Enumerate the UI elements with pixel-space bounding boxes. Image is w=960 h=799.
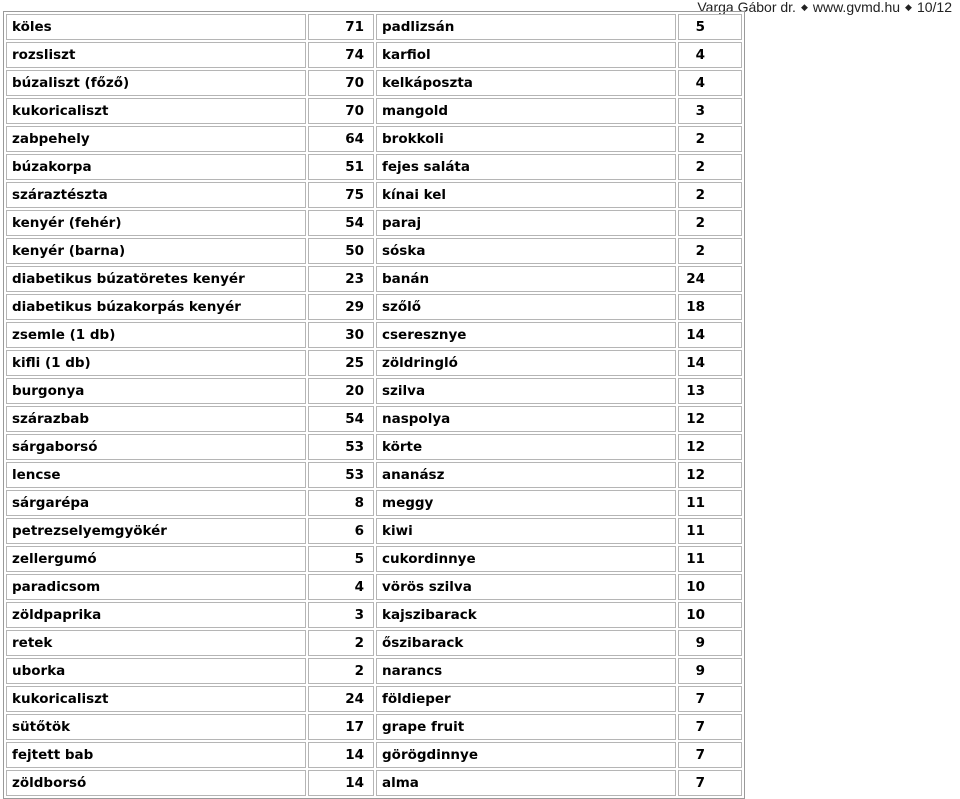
left-food-value: 70 (308, 70, 374, 96)
table-row (6, 126, 742, 152)
right-food-value: 7 (678, 742, 742, 768)
table-row (6, 602, 742, 628)
table-row (6, 238, 742, 264)
left-food-value: 20 (308, 378, 374, 404)
left-food-name: kukoricaliszt (6, 686, 306, 712)
left-food-value: 53 (308, 462, 374, 488)
table-row (6, 434, 742, 460)
left-food-value: 25 (308, 350, 374, 376)
right-food-value: 7 (678, 686, 742, 712)
right-food-name: cukordinnye (376, 546, 676, 572)
left-food-value: 53 (308, 434, 374, 460)
left-food-name: köles (6, 14, 306, 40)
right-food-name: grape fruit (376, 714, 676, 740)
right-food-name: padlizsán (376, 14, 676, 40)
left-food-name: sütőtök (6, 714, 306, 740)
left-food-value: 6 (308, 518, 374, 544)
right-food-value: 2 (678, 238, 742, 264)
table-row (6, 518, 742, 544)
separator-diamond-icon: ◆ (800, 2, 808, 12)
left-food-name: paradicsom (6, 574, 306, 600)
right-food-name: kajszibarack (376, 602, 676, 628)
table-row (6, 210, 742, 236)
left-food-value: 54 (308, 210, 374, 236)
table-row (6, 546, 742, 572)
table-row (6, 574, 742, 600)
right-food-value: 9 (678, 658, 742, 684)
left-food-value: 74 (308, 42, 374, 68)
left-food-name: zöldborsó (6, 770, 306, 796)
left-food-name: szárazbab (6, 406, 306, 432)
right-food-value: 11 (678, 490, 742, 516)
table-row (6, 322, 742, 348)
right-food-value: 3 (678, 98, 742, 124)
right-food-value: 18 (678, 294, 742, 320)
right-food-name: naspolya (376, 406, 676, 432)
table-row (6, 462, 742, 488)
right-food-value: 2 (678, 182, 742, 208)
table-row (6, 70, 742, 96)
right-food-name: brokkoli (376, 126, 676, 152)
right-food-value: 11 (678, 546, 742, 572)
right-food-name: zöldringló (376, 350, 676, 376)
left-food-name: kifli (1 db) (6, 350, 306, 376)
left-food-name: kenyér (fehér) (6, 210, 306, 236)
right-food-name: mangold (376, 98, 676, 124)
table-row (6, 714, 742, 740)
table-row (6, 42, 742, 68)
left-food-value: 17 (308, 714, 374, 740)
right-food-value: 4 (678, 70, 742, 96)
right-food-name: görögdinnye (376, 742, 676, 768)
right-food-name: sóska (376, 238, 676, 264)
left-food-value: 24 (308, 686, 374, 712)
left-food-value: 50 (308, 238, 374, 264)
left-food-value: 8 (308, 490, 374, 516)
left-food-value: 30 (308, 322, 374, 348)
left-food-value: 5 (308, 546, 374, 572)
separator-diamond-icon: ◆ (905, 2, 912, 12)
right-food-name: meggy (376, 490, 676, 516)
table-row (6, 14, 742, 40)
left-food-value: 29 (308, 294, 374, 320)
left-food-name: zsemle (1 db) (6, 322, 306, 348)
left-food-name: zabpehely (6, 126, 306, 152)
right-food-value: 2 (678, 126, 742, 152)
right-food-value: 2 (678, 210, 742, 236)
left-food-name: diabetikus búzakorpás kenyér (6, 294, 306, 320)
left-food-value: 14 (308, 770, 374, 796)
left-food-name: diabetikus búzatöretes kenyér (6, 266, 306, 292)
table-row (6, 294, 742, 320)
left-food-value: 23 (308, 266, 374, 292)
left-food-value: 54 (308, 406, 374, 432)
right-food-value: 14 (678, 322, 742, 348)
right-food-value: 11 (678, 518, 742, 544)
right-food-name: körte (376, 434, 676, 460)
author-name: Varga Gábor dr. (697, 0, 796, 15)
right-food-name: karfiol (376, 42, 676, 68)
right-food-value: 2 (678, 154, 742, 180)
left-food-value: 2 (308, 630, 374, 656)
left-food-value: 3 (308, 602, 374, 628)
right-food-name: őszibarack (376, 630, 676, 656)
left-food-name: uborka (6, 658, 306, 684)
right-food-value: 24 (678, 266, 742, 292)
table-row (6, 182, 742, 208)
left-food-name: búzaliszt (főző) (6, 70, 306, 96)
table-row (6, 686, 742, 712)
right-food-name: paraj (376, 210, 676, 236)
left-food-name: fejtett bab (6, 742, 306, 768)
left-food-value: 71 (308, 14, 374, 40)
right-food-value: 7 (678, 714, 742, 740)
left-food-name: lencse (6, 462, 306, 488)
table-row (6, 154, 742, 180)
table-row (6, 350, 742, 376)
left-food-name: zellergumó (6, 546, 306, 572)
right-food-name: narancs (376, 658, 676, 684)
left-food-value: 70 (308, 98, 374, 124)
right-food-name: szilva (376, 378, 676, 404)
right-food-value: 9 (678, 630, 742, 656)
left-food-name: búzakorpa (6, 154, 306, 180)
right-food-name: fejes saláta (376, 154, 676, 180)
left-food-name: petrezselyemgyökér (6, 518, 306, 544)
right-food-name: kiwi (376, 518, 676, 544)
site-url: www.gvmd.hu (812, 0, 901, 15)
left-food-name: burgonya (6, 378, 306, 404)
table-row (6, 406, 742, 432)
food-value-table (3, 11, 745, 799)
left-food-name: száraztészta (6, 182, 306, 208)
right-food-name: banán (376, 266, 676, 292)
left-food-name: sárgarépa (6, 490, 306, 516)
right-food-value: 13 (678, 378, 742, 404)
left-food-value: 14 (308, 742, 374, 768)
right-food-name: alma (376, 770, 676, 796)
left-food-value: 51 (308, 154, 374, 180)
left-food-name: sárgaborsó (6, 434, 306, 460)
right-food-value: 5 (678, 14, 742, 40)
right-food-value: 12 (678, 406, 742, 432)
right-food-value: 12 (678, 434, 742, 460)
right-food-name: vörös szilva (376, 574, 676, 600)
right-food-name: földieper (376, 686, 676, 712)
right-food-name: kelkáposzta (376, 70, 676, 96)
left-food-value: 2 (308, 658, 374, 684)
left-food-name: zöldpaprika (6, 602, 306, 628)
right-food-name: szőlő (376, 294, 676, 320)
right-food-value: 14 (678, 350, 742, 376)
table-row (6, 98, 742, 124)
table-row (6, 658, 742, 684)
right-food-name: cseresznye (376, 322, 676, 348)
left-food-name: rozsliszt (6, 42, 306, 68)
left-food-value: 64 (308, 126, 374, 152)
table-row (6, 742, 742, 768)
table-row (6, 630, 742, 656)
table-row (6, 378, 742, 404)
right-food-value: 7 (678, 770, 742, 796)
page-number: 10/12 (916, 0, 952, 15)
right-food-name: kínai kel (376, 182, 676, 208)
left-food-value: 4 (308, 574, 374, 600)
left-food-name: kenyér (barna) (6, 238, 306, 264)
table-row (6, 266, 742, 292)
left-food-value: 75 (308, 182, 374, 208)
left-food-name: kukoricaliszt (6, 98, 306, 124)
left-food-name: retek (6, 630, 306, 656)
right-food-value: 12 (678, 462, 742, 488)
right-food-value: 10 (678, 602, 742, 628)
right-food-value: 4 (678, 42, 742, 68)
table-row (6, 770, 742, 796)
right-food-value: 10 (678, 574, 742, 600)
right-food-name: ananász (376, 462, 676, 488)
table-row (6, 490, 742, 516)
table-body (6, 14, 742, 796)
